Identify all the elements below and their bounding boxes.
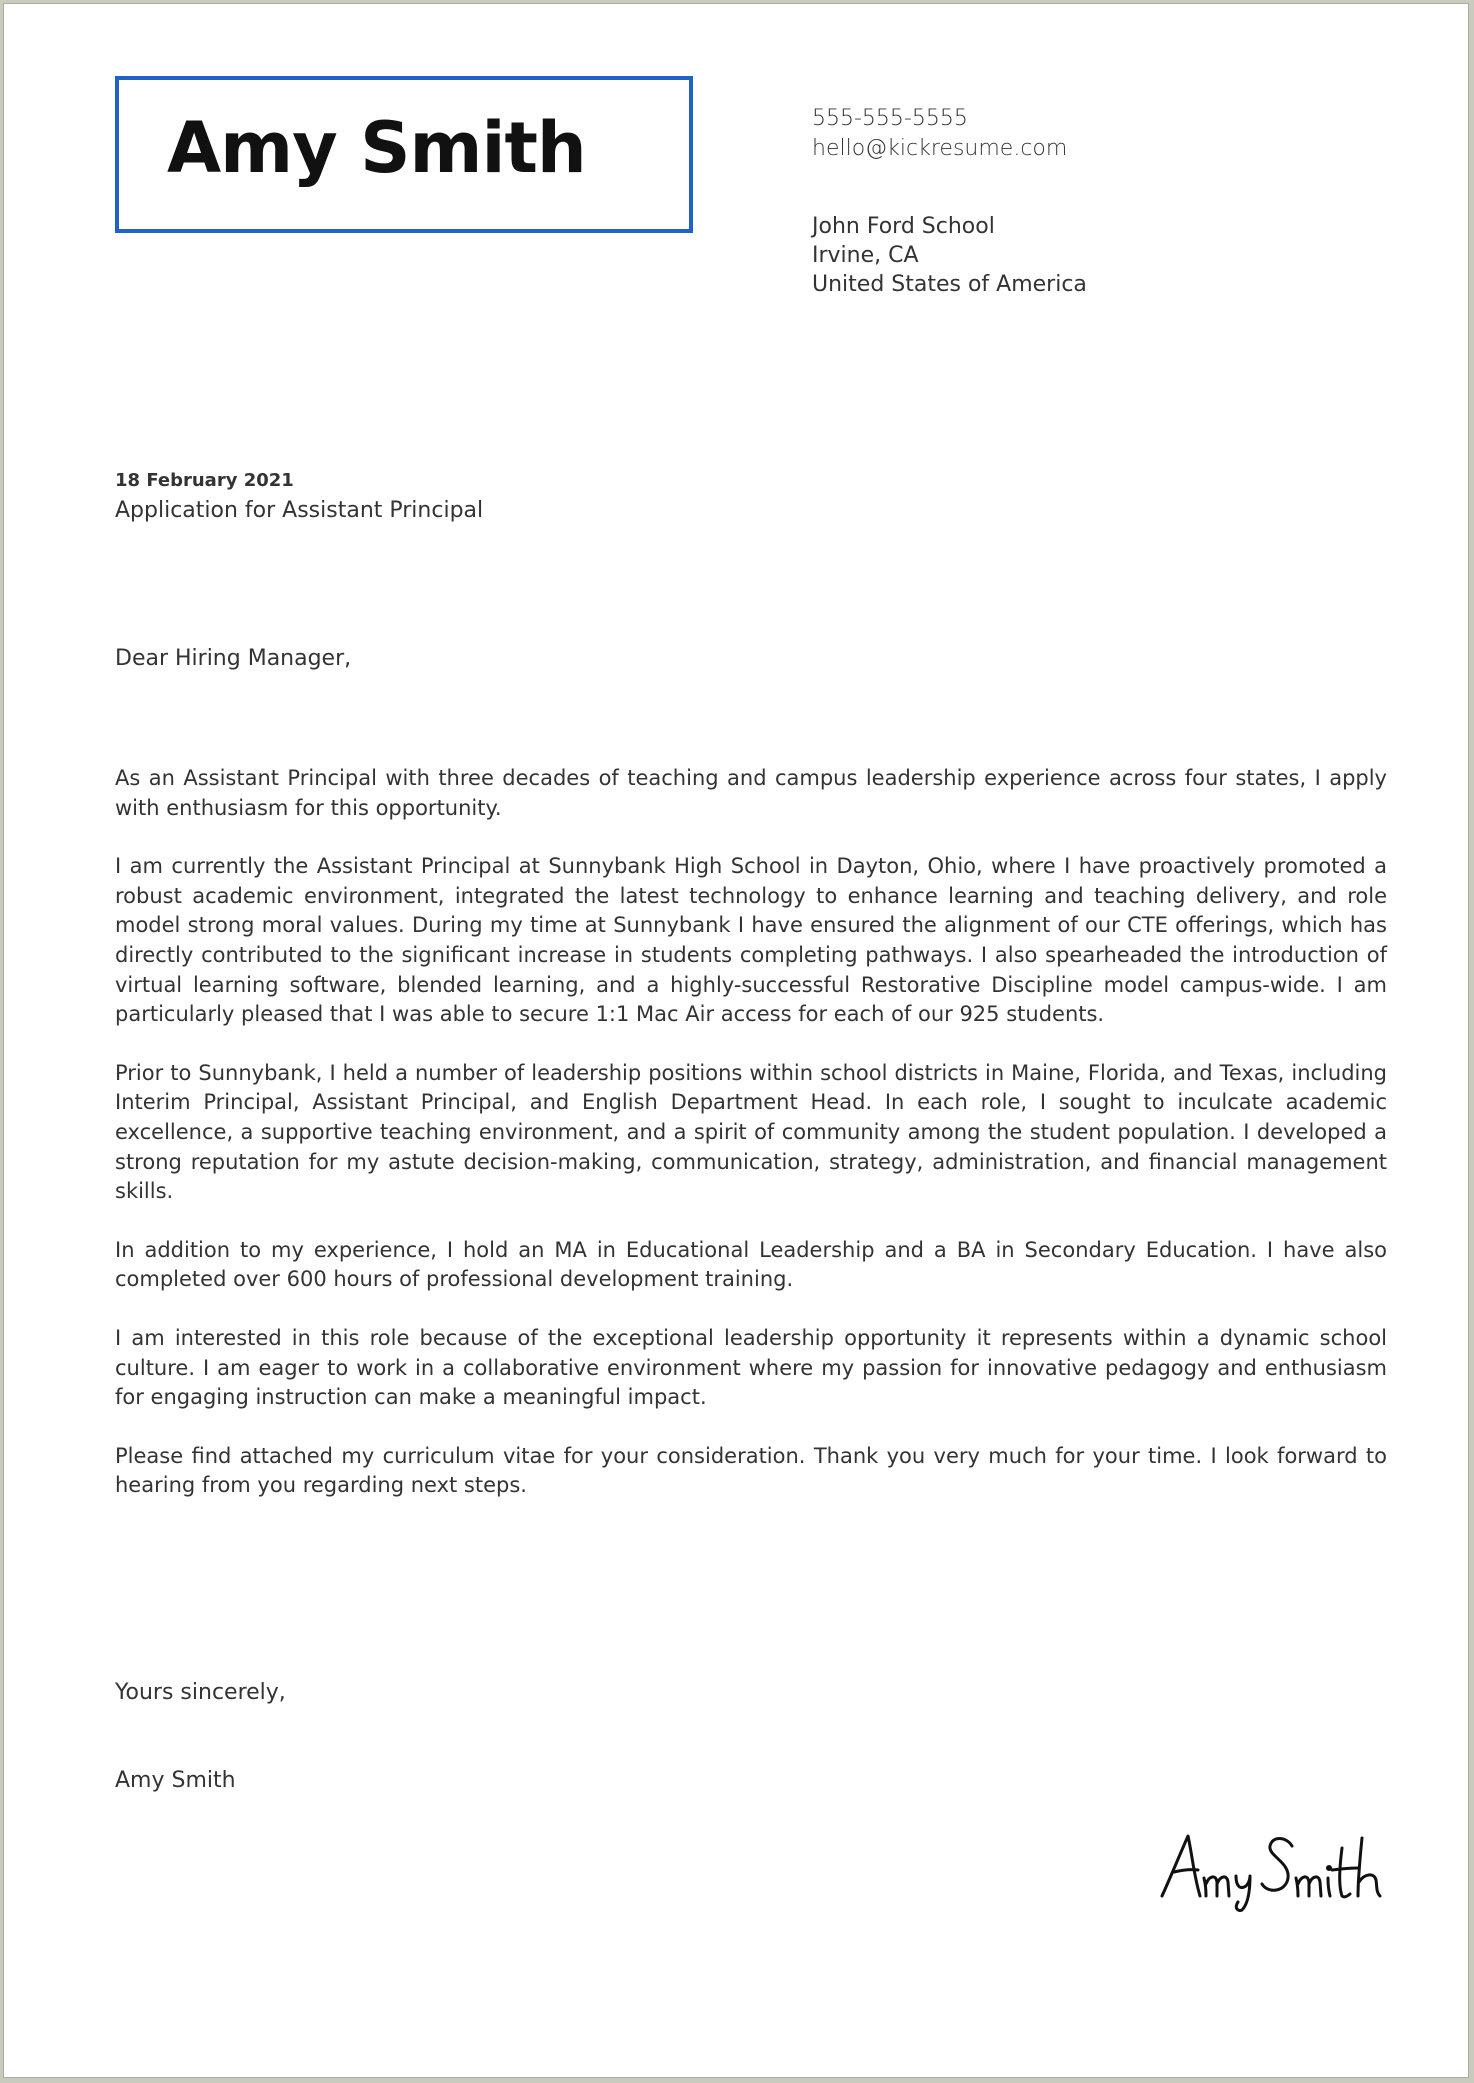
contact-info <box>812 104 1067 164</box>
cover-letter-page <box>3 3 1469 2078</box>
recipient-address <box>812 212 1087 299</box>
body-paragraph: Please find attached my curriculum vitae for your consideration. Thank you very much for your time. I look forward to hearing from you regarding next steps. <box>115 1443 1387 1498</box>
body-paragraph: In addition to my experience, I hold an MA in Educational Leadership and a BA in Secondary Education. I have also completed over 600 hours of professional development training. <box>115 1237 1387 1292</box>
body-paragraph: I am interested in this role because of the exceptional leadership opportunity it represents within a dynamic school culture. I am eager to work in a collaborative environment where my passion for innovative pedagogy and enthusiasm for engaging instruction can make a meaningful impact. <box>115 1325 1387 1410</box>
letter-body <box>115 764 1387 1530</box>
body-paragraph: I am currently the Assistant Principal at Sunnybank High School in Dayton, Ohio, where I have proactively promoted a robust academic environment, integrated the latest technology to enhance learning and teaching delivery, and role model strong moral values. During my time at Sunnybank I have ensured the alignment of our CTE offerings, which has directly contributed to the significant increase in students completing pathways. I also spearheaded the introduction of virtual learning software, blended learning, and a highly-successful Restorative Discipline model campus-wide. I am particularly pleased that I was able to secure 1:1 Mac Air access for each of our 925 students. <box>115 854 1387 1027</box>
recipient-line-3: United States of America <box>812 272 1087 297</box>
letter-subject: Application for Assistant Principal <box>115 498 484 523</box>
handwritten-signature <box>1154 1824 1394 1914</box>
phone-number: 555-555-5555 <box>812 106 968 131</box>
body-paragraph: As an Assistant Principal with three decades of teaching and campus leadership experience across four states, I apply with enthusiasm for this opportunity. <box>115 766 1387 820</box>
body-paragraph: Prior to Sunnybank, I held a number of leadership positions within school districts in Maine, Florida, and Texas, including Interim Principal, Assistant Principal, and English Department Head. In each role, I sought to inculcate academic excellence, a supportive teaching environment, and a spirit of community among the student population. I developed a strong reputation for my astute decision-making, communication, strategy, administration, and financial management skills. <box>115 1060 1387 1204</box>
signer-name: Amy Smith <box>115 1768 236 1793</box>
closing: Yours sincerely, <box>115 1680 286 1705</box>
salutation: Dear Hiring Manager, <box>115 646 352 671</box>
email-address: hello@kickresume.com <box>812 136 1068 161</box>
letter-date: 18 February 2021 <box>115 470 294 491</box>
recipient-line-1: John Ford School <box>812 214 995 239</box>
recipient-line-2: Irvine, CA <box>812 243 919 268</box>
applicant-name: Amy Smith <box>167 107 586 189</box>
name-box <box>115 76 693 233</box>
